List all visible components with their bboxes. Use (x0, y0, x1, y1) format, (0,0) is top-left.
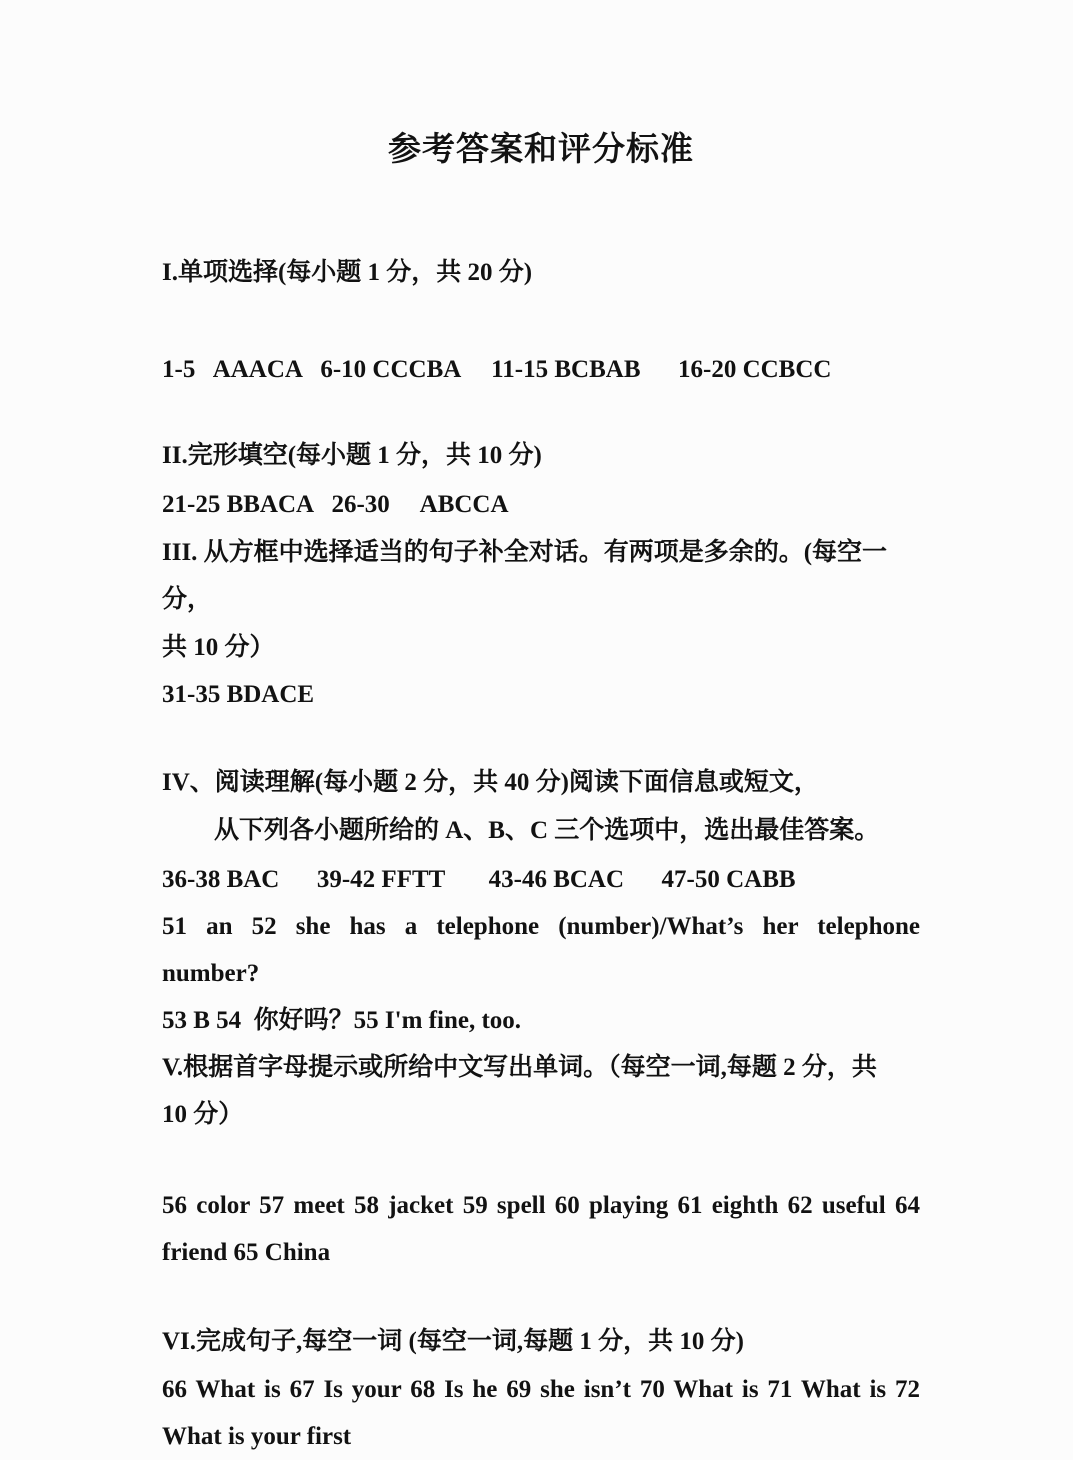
section-5-answers-line-2: friend 65 China (162, 1239, 331, 1266)
section-1-heading: I.单项选择(每小题 1 分，共 20 分) (162, 259, 533, 286)
section-5-answers-line-1: 56 color 57 meet 58 jacket 59 spell 60 playing 61 eighth 62 useful 64 (162, 1192, 920, 1219)
section-6-answers-line-1: 66 What is 67 Is your 68 Is he 69 she isn’t 70 What is 71 What is 72 (162, 1376, 920, 1403)
section-4-answers-objective: 36-38 BAC 39-42 FFTT 43-46 BCAC 47-50 CABB (162, 866, 796, 893)
section-4-heading-line-2: 从下列各小题所给的 A、B、C 三个选项中，选出最佳答案。 (214, 817, 880, 844)
section-2-answers: 21-25 BBACA 26-30 ABCCA (162, 491, 509, 518)
section-4-answers-51-52-line-1: 51 an 52 she has a telephone (number)/What’s her telephone (162, 913, 920, 940)
section-6-answers-line-2: What is your first (162, 1423, 352, 1450)
section-5-heading-line-1: V.根据首字母提示或所给中文写出单词。（每空一词,每题 2 分，共 (162, 1054, 877, 1081)
document-title: 参考答案和评分标准 (388, 132, 694, 168)
section-1-answers: 1-5 AAACA 6-10 CCCBA 11-15 BCBAB 16-20 CCBCC (162, 356, 832, 383)
section-3-heading-line-2: 共 10 分） (162, 634, 275, 661)
section-3-heading-line-1: III. 从方框中选择适当的句子补全对话。有两项是多余的。(每空一分， (162, 539, 888, 613)
section-4-answers-53-55: 53 B 54 你好吗？55 I'm fine, too. (162, 1007, 522, 1034)
section-4-answers-51-52-line-2: number? (162, 960, 260, 987)
section-6-heading: VI.完成句子,每空一词 (每空一词,每题 1 分，共 10 分) (162, 1328, 744, 1355)
section-2-heading: II.完形填空(每小题 1 分，共 10 分) (162, 442, 542, 469)
section-5-heading-line-2: 10 分） (162, 1101, 244, 1128)
section-4-heading-line-1: IV、阅读理解(每小题 2 分，共 40 分)阅读下面信息或短文， (162, 769, 819, 796)
section-3-answers: 31-35 BDACE (162, 681, 315, 708)
